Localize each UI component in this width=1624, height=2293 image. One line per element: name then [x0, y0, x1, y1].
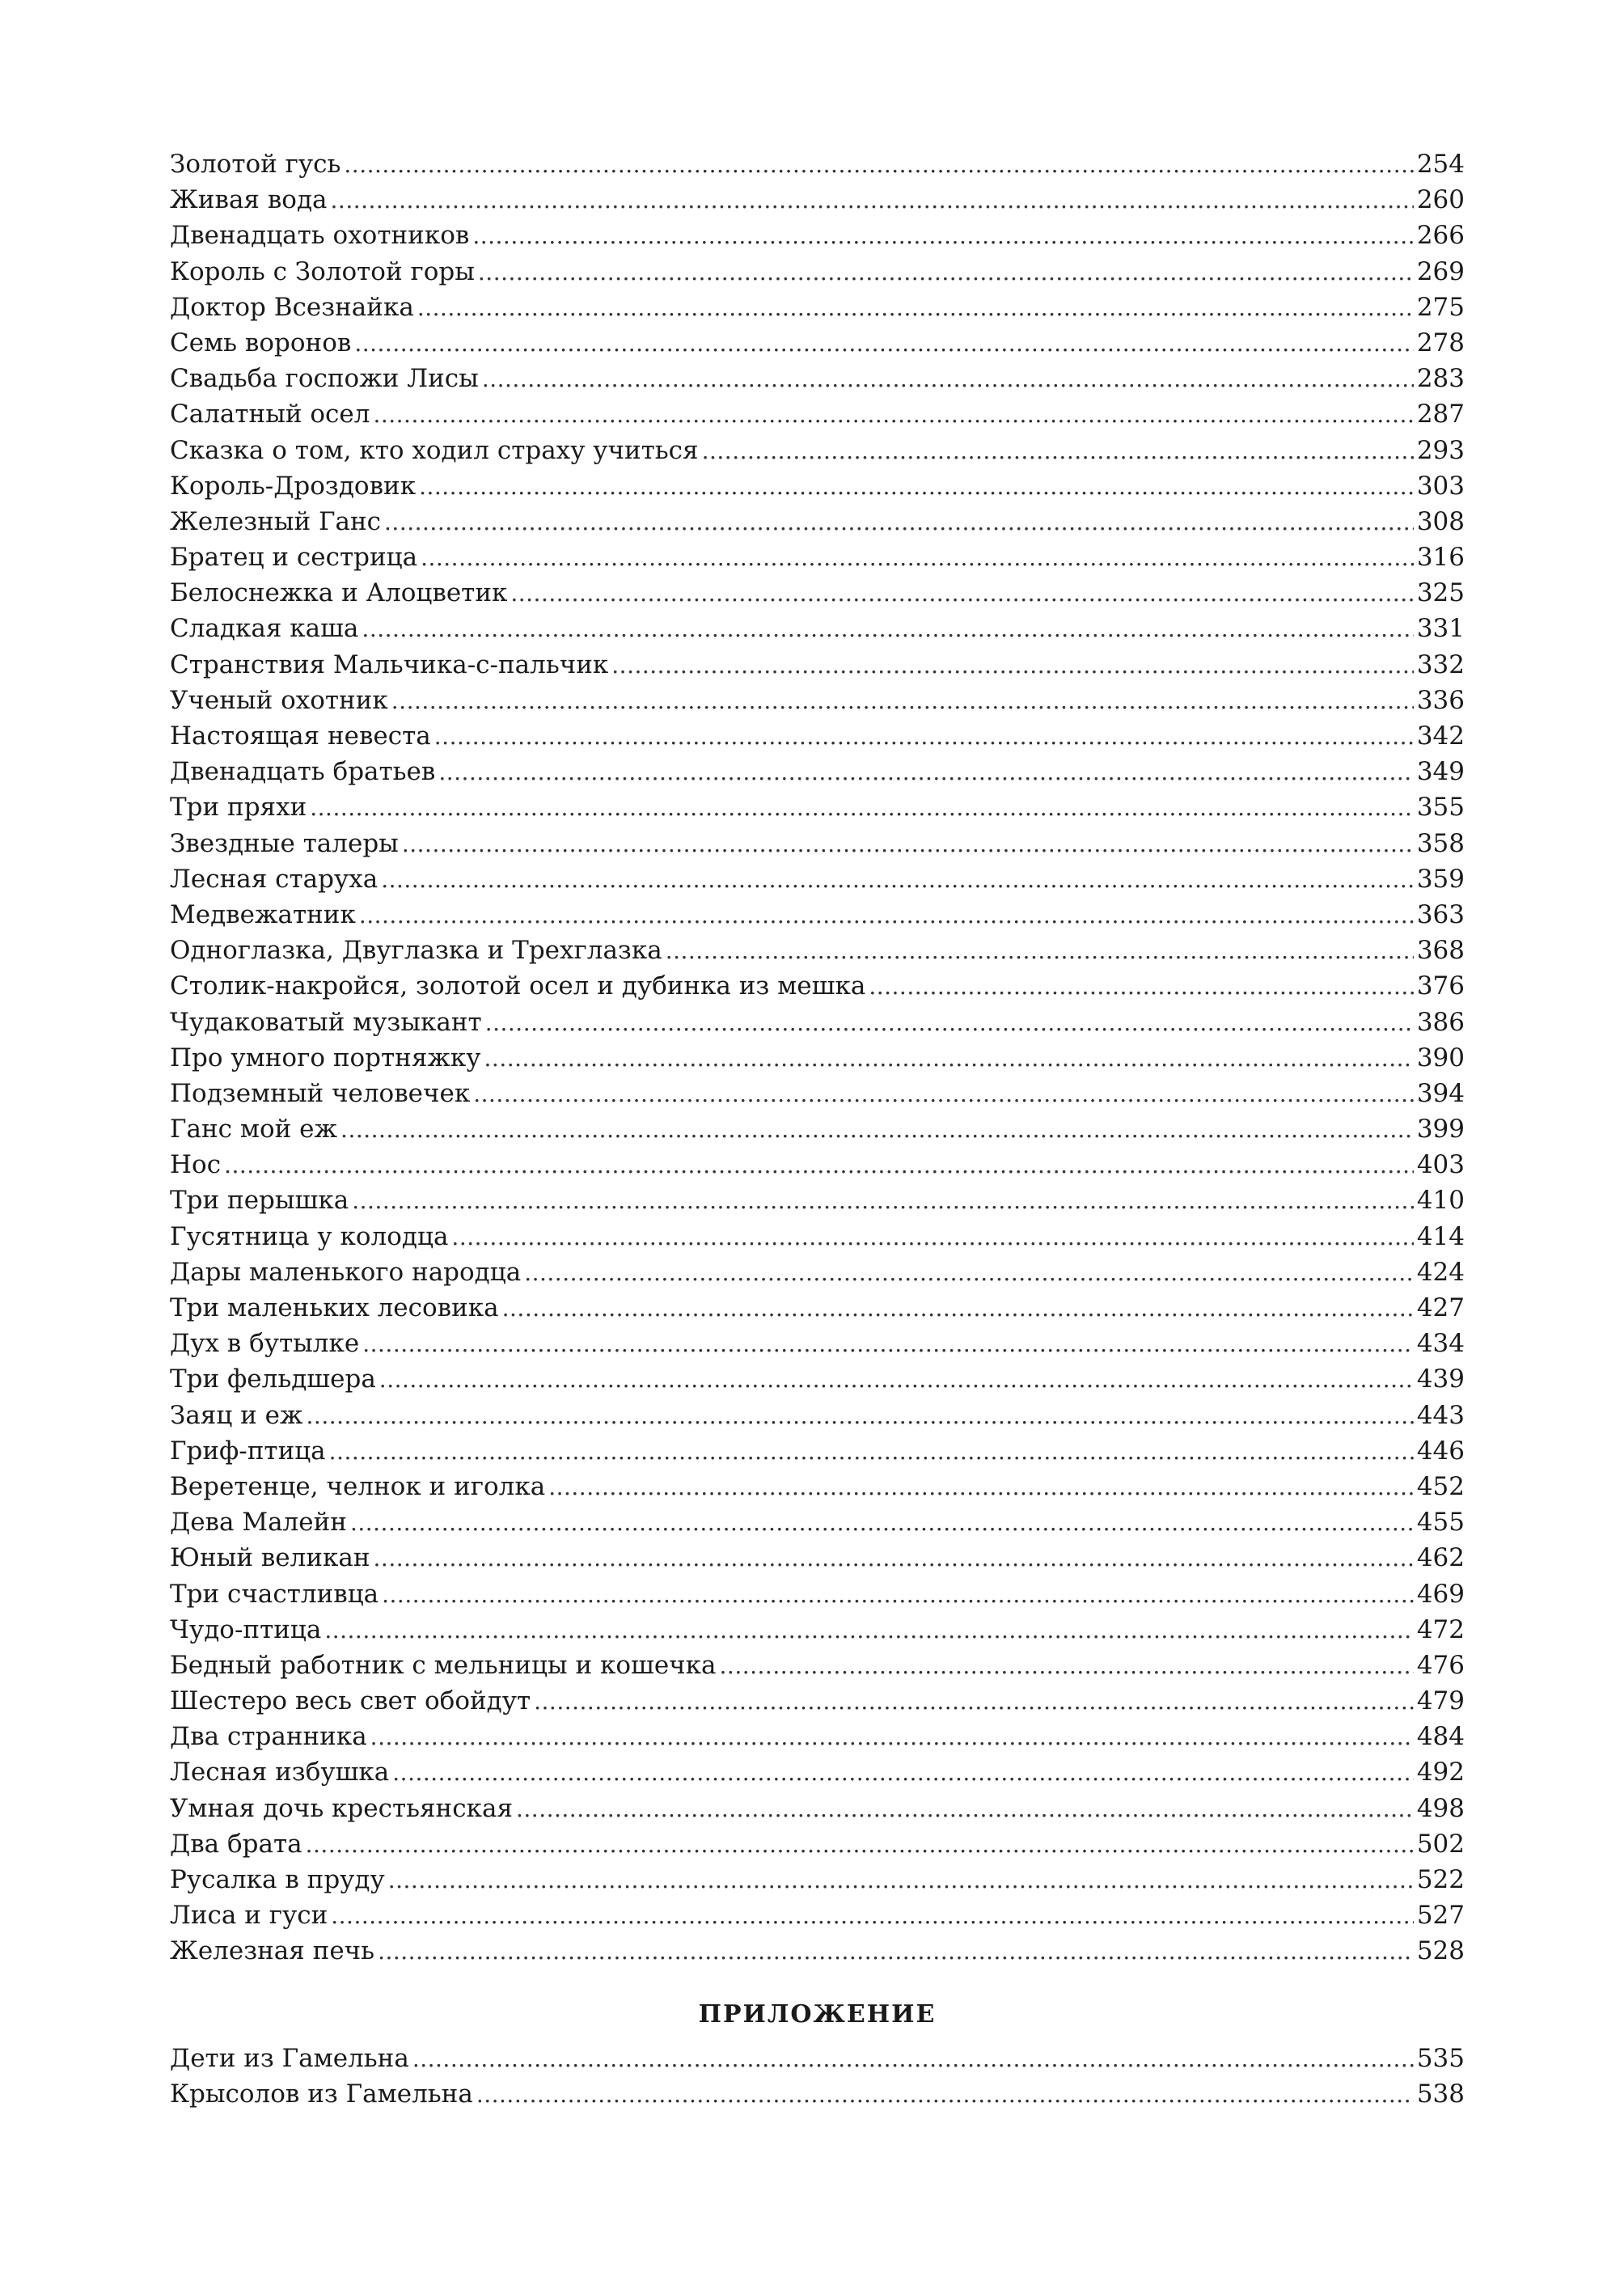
toc-entry[interactable]: [170, 1361, 1465, 1397]
toc-entry[interactable]: [170, 1576, 1465, 1612]
toc-dot-leader: [412, 2041, 1414, 2077]
toc-entry-title: Живая вода: [170, 185, 328, 215]
toc-entry[interactable]: [170, 1254, 1465, 1290]
toc-dot-leader: [344, 147, 1413, 183]
toc-dot-leader: [611, 648, 1414, 683]
toc-entry[interactable]: [170, 1147, 1465, 1182]
toc-entry-title: Свадьба госпожи Лисы: [170, 364, 479, 394]
toc-dot-leader: [421, 540, 1414, 576]
toc-dot-leader: [388, 1863, 1414, 1898]
toc-entry[interactable]: [170, 1219, 1465, 1254]
toc-entry-title: Настоящая невеста: [170, 721, 431, 751]
toc-entry[interactable]: [170, 1433, 1465, 1469]
toc-entry[interactable]: [170, 968, 1465, 1004]
toc-entry-page-number: 527: [1416, 1901, 1465, 1931]
toc-entry[interactable]: [170, 325, 1465, 361]
toc-entry-page-number: 452: [1416, 1471, 1465, 1501]
toc-entry-page-number: 390: [1416, 1043, 1465, 1072]
toc-entry-page-number: 424: [1416, 1257, 1465, 1287]
toc-entry-page-number: 469: [1416, 1579, 1465, 1609]
toc-entry-page-number: 414: [1416, 1221, 1465, 1251]
toc-dot-leader: [485, 1005, 1414, 1041]
toc-entry[interactable]: [170, 897, 1465, 933]
toc-entry-title: Три перышка: [170, 1186, 349, 1216]
toc-entry-title: Ученый охотник: [170, 685, 388, 715]
toc-entry[interactable]: [170, 1504, 1465, 1540]
toc-dot-leader: [307, 1398, 1414, 1434]
toc-entry[interactable]: [170, 2076, 1465, 2112]
toc-entry[interactable]: [170, 1111, 1465, 1147]
toc-entry-title: Дева Малейн: [170, 1508, 347, 1538]
toc-dot-leader: [331, 1898, 1414, 1934]
toc-entry-title: Сладкая каша: [170, 614, 359, 644]
toc-entry-title: Юный великан: [170, 1543, 370, 1573]
toc-entry[interactable]: [170, 933, 1465, 968]
toc-dot-leader: [510, 576, 1413, 611]
toc-dot-leader: [310, 790, 1414, 826]
toc-entry-page-number: 336: [1416, 685, 1465, 715]
toc-entry-title: Чудо-птица: [170, 1614, 322, 1644]
toc-entry-page-number: 358: [1416, 828, 1465, 858]
toc-entry[interactable]: [170, 1826, 1465, 1862]
toc-entry-title: Чудаковатый музыкант: [170, 1007, 482, 1037]
toc-entry-page-number: 455: [1416, 1508, 1465, 1538]
toc-dot-leader: [548, 1470, 1414, 1505]
toc-entry-title: Странствия Мальчика-с-пальчик: [170, 649, 609, 679]
toc-entry-page-number: 446: [1416, 1436, 1465, 1466]
toc-entry[interactable]: [170, 146, 1465, 182]
toc-entry-page-number: 260: [1416, 185, 1465, 215]
toc-entry-page-number: 538: [1416, 2079, 1465, 2109]
toc-entry-page-number: 376: [1416, 971, 1465, 1001]
toc-entry[interactable]: [170, 1290, 1465, 1326]
toc-dot-leader: [370, 1720, 1414, 1755]
toc-entry-page-number: 293: [1416, 435, 1465, 465]
toc-entry-title: Звездные талеры: [170, 828, 399, 858]
toc-entry[interactable]: [170, 754, 1465, 789]
toc-entry-page-number: 439: [1416, 1364, 1465, 1394]
toc-entry-title: Умная дочь крестьянская: [170, 1793, 513, 1823]
toc-entry-page-number: 522: [1416, 1865, 1465, 1894]
toc-entry-page-number: 368: [1416, 936, 1465, 966]
toc-entry-title: Медвежатник: [170, 899, 356, 929]
toc-entry[interactable]: [170, 1791, 1465, 1826]
toc-entry-title: Двенадцать охотников: [170, 221, 470, 251]
toc-entry-title: Сказка о том, кто ходил страху учиться: [170, 435, 699, 465]
toc-entry-title: Семь воронов: [170, 328, 352, 357]
toc-dot-leader: [473, 1077, 1414, 1112]
toc-entry-page-number: 492: [1416, 1758, 1465, 1787]
toc-entry[interactable]: [170, 1398, 1465, 1433]
toc-dot-leader: [331, 183, 1414, 218]
toc-dot-leader: [378, 1934, 1414, 1969]
toc-entry[interactable]: [170, 1719, 1465, 1754]
toc-entry-page-number: 283: [1416, 364, 1465, 394]
toc-entry-page-number: 308: [1416, 506, 1465, 536]
toc-entry-title: Салатный осел: [170, 400, 370, 429]
toc-entry[interactable]: [170, 468, 1465, 504]
toc-entry-title: Доктор Всезнайка: [170, 292, 414, 322]
toc-entry-page-number: 427: [1416, 1293, 1465, 1322]
toc-entry[interactable]: [170, 539, 1465, 575]
toc-entry-title: Про умного портняжку: [170, 1043, 481, 1072]
toc-entry-page-number: 386: [1416, 1007, 1465, 1037]
toc-entry-page-number: 316: [1416, 543, 1465, 573]
toc-entry-title: Шестеро весь свет обойдут: [170, 1686, 531, 1716]
toc-entry-page-number: 472: [1416, 1614, 1465, 1644]
toc-entry-page-number: 355: [1416, 793, 1465, 823]
toc-dot-leader: [392, 1755, 1414, 1791]
toc-entry[interactable]: [170, 1005, 1465, 1040]
toc-entry-title: Бедный работник с мельницы и кошечка: [170, 1650, 717, 1680]
toc-entry-page-number: 535: [1416, 2043, 1465, 2073]
toc-dot-leader: [666, 933, 1414, 969]
toc-entry[interactable]: [170, 2041, 1465, 2076]
toc-dot-leader: [478, 255, 1414, 290]
toc-entry-title: Двенадцать братьев: [170, 757, 436, 787]
toc-entry-title: Крысолов из Гамельна: [170, 2079, 473, 2109]
toc-entry-page-number: 443: [1416, 1400, 1465, 1430]
toc-entry-title: Три маленьких лесовика: [170, 1293, 499, 1322]
toc-dot-leader: [359, 898, 1414, 933]
toc-entry[interactable]: [170, 1862, 1465, 1897]
toc-entry-title: Три пряхи: [170, 793, 307, 823]
toc-dot-leader: [373, 397, 1413, 433]
toc-entry-title: Подземный человечек: [170, 1078, 471, 1108]
toc-entry-title: Два брата: [170, 1829, 302, 1859]
toc-dot-leader: [352, 1183, 1414, 1219]
toc-entry-page-number: 528: [1416, 1936, 1465, 1966]
toc-entry-title: Ганс мой еж: [170, 1115, 338, 1144]
toc-entry[interactable]: [170, 611, 1465, 646]
toc-dot-leader: [516, 1792, 1414, 1827]
toc-entry-page-number: 254: [1416, 150, 1465, 179]
toc-entry-title: Братец и сестрица: [170, 543, 418, 573]
toc-dot-leader: [502, 1291, 1414, 1326]
toc-dot-leader: [482, 362, 1414, 397]
appendix-heading: ПРИЛОЖЕНИЕ: [698, 1999, 937, 2029]
toc-entry[interactable]: [170, 861, 1465, 897]
toc-entry[interactable]: [170, 647, 1465, 683]
toc-dot-leader: [476, 2077, 1414, 2113]
toc-dot-leader: [524, 1255, 1414, 1291]
toc-entry-page-number: 278: [1416, 328, 1465, 357]
toc-entry[interactable]: [170, 1897, 1465, 1933]
toc-dot-leader: [419, 469, 1414, 505]
toc-entry-page-number: 498: [1416, 1793, 1465, 1823]
toc-entry[interactable]: [170, 218, 1465, 253]
toc-entry[interactable]: [170, 433, 1465, 468]
toc-entry-title: Столик-накройся, золотой осел и дубинка из мешка: [170, 971, 866, 1001]
toc-entry-page-number: 410: [1416, 1186, 1465, 1216]
toc-entry-page-number: 462: [1416, 1543, 1465, 1573]
toc-entry-page-number: 484: [1416, 1722, 1465, 1752]
toc-entry-page-number: 434: [1416, 1329, 1465, 1359]
toc-dot-leader: [869, 969, 1414, 1005]
toc-entry[interactable]: [170, 1469, 1465, 1504]
toc-list: [170, 146, 1465, 1969]
toc-dot-leader: [382, 1577, 1414, 1613]
toc-dot-leader: [379, 1362, 1414, 1398]
toc-entry-page-number: 363: [1416, 899, 1465, 929]
toc-entry-page-number: 394: [1416, 1078, 1465, 1108]
toc-entry[interactable]: [170, 1040, 1465, 1076]
toc-entry-page-number: 349: [1416, 757, 1465, 787]
toc-entry-title: Дары маленького народца: [170, 1257, 522, 1287]
toc-dot-leader: [402, 827, 1414, 862]
toc-entry[interactable]: [170, 504, 1465, 539]
toc-dot-leader: [354, 326, 1414, 362]
toc-entry-title: Два странника: [170, 1722, 367, 1752]
toc-entry[interactable]: [170, 1683, 1465, 1719]
toc-entry[interactable]: [170, 182, 1465, 218]
toc-entry-title: Лесная старуха: [170, 864, 379, 894]
toc-entry[interactable]: [170, 1182, 1465, 1218]
toc-entry[interactable]: [170, 1648, 1465, 1683]
toc-entry-title: Король-Дроздовик: [170, 471, 417, 501]
toc-dot-leader: [340, 1112, 1414, 1148]
toc-entry[interactable]: [170, 1540, 1465, 1576]
toc-dot-leader: [306, 1827, 1414, 1863]
toc-dot-leader: [381, 862, 1414, 898]
toc-entry-title: Три фельдшера: [170, 1364, 376, 1394]
toc-dot-leader: [484, 1041, 1414, 1077]
toc-dot-leader: [350, 1505, 1414, 1541]
toc-entry-title: Железная печь: [170, 1936, 375, 1966]
toc-entry-title: Дети из Гамельна: [170, 2043, 409, 2073]
toc-entry[interactable]: [170, 1326, 1465, 1361]
toc-dot-leader: [329, 1434, 1414, 1470]
toc-entry-page-number: 403: [1416, 1150, 1465, 1180]
toc-dot-leader: [362, 611, 1413, 647]
toc-dot-leader: [417, 290, 1414, 326]
toc-entry[interactable]: [170, 396, 1465, 432]
toc-dot-leader: [534, 1684, 1414, 1720]
toc-entry-title: Одноглазка, Двуглазка и Трехглазка: [170, 936, 662, 966]
toc-entry-page-number: 275: [1416, 292, 1465, 322]
toc-entry-page-number: 399: [1416, 1115, 1465, 1144]
toc-entry[interactable]: [170, 683, 1465, 718]
toc-entry[interactable]: [170, 290, 1465, 325]
toc-entry-page-number: 342: [1416, 721, 1465, 751]
toc-entry[interactable]: [170, 718, 1465, 754]
toc-entry-page-number: 303: [1416, 471, 1465, 501]
toc-entry[interactable]: [170, 1612, 1465, 1648]
toc-dot-leader: [384, 505, 1414, 540]
toc-dot-leader: [391, 683, 1414, 719]
toc-page: [170, 146, 1465, 2112]
toc-entry[interactable]: [170, 826, 1465, 861]
toc-entry-title: Нос: [170, 1150, 222, 1180]
toc-dot-leader: [451, 1220, 1413, 1255]
appendix-list: [170, 2041, 1465, 2112]
toc-entry[interactable]: [170, 254, 1465, 290]
toc-entry-title: Золотой гусь: [170, 150, 341, 179]
toc-entry-page-number: 325: [1416, 578, 1465, 608]
toc-entry-title: Веретенце, челнок и иголка: [170, 1471, 546, 1501]
toc-entry-page-number: 269: [1416, 256, 1465, 286]
toc-entry-title: Гусятница у колодца: [170, 1221, 449, 1251]
toc-entry[interactable]: [170, 1076, 1465, 1111]
toc-entry-title: Дух в бутылке: [170, 1329, 360, 1359]
toc-entry-page-number: 266: [1416, 221, 1465, 251]
toc-dot-leader: [702, 434, 1414, 469]
toc-entry-title: Русалка в пруду: [170, 1865, 385, 1894]
toc-entry[interactable]: [170, 361, 1465, 396]
toc-entry[interactable]: [170, 789, 1465, 825]
toc-dot-leader: [434, 719, 1414, 755]
toc-entry-title: Белоснежка и Алоцветик: [170, 578, 508, 608]
toc-entry-page-number: 331: [1416, 614, 1465, 644]
toc-entry-page-number: 332: [1416, 649, 1465, 679]
toc-dot-leader: [374, 1541, 1414, 1576]
toc-entry[interactable]: [170, 1933, 1465, 1969]
toc-entry-title: Король с Золотой горы: [170, 256, 475, 286]
toc-dot-leader: [438, 755, 1413, 790]
toc-entry-title: Лесная избушка: [170, 1758, 390, 1787]
toc-entry-title: Гриф-птица: [170, 1436, 326, 1466]
toc-entry-title: Три счастливца: [170, 1579, 379, 1609]
toc-entry[interactable]: [170, 1754, 1465, 1790]
toc-entry-title: Лиса и гуси: [170, 1901, 328, 1931]
toc-entry-page-number: 479: [1416, 1686, 1465, 1716]
toc-dot-leader: [472, 218, 1414, 254]
toc-dot-leader: [720, 1648, 1414, 1684]
toc-entry-title: Заяц и еж: [170, 1400, 303, 1430]
toc-entry-page-number: 359: [1416, 864, 1465, 894]
toc-entry-page-number: 476: [1416, 1650, 1465, 1680]
toc-dot-leader: [224, 1148, 1414, 1183]
toc-dot-leader: [324, 1613, 1414, 1648]
toc-dot-leader: [362, 1326, 1414, 1362]
toc-entry-title: Железный Ганс: [170, 506, 382, 536]
toc-entry-page-number: 502: [1416, 1829, 1465, 1859]
toc-entry[interactable]: [170, 575, 1465, 611]
toc-entry-page-number: 287: [1416, 400, 1465, 429]
